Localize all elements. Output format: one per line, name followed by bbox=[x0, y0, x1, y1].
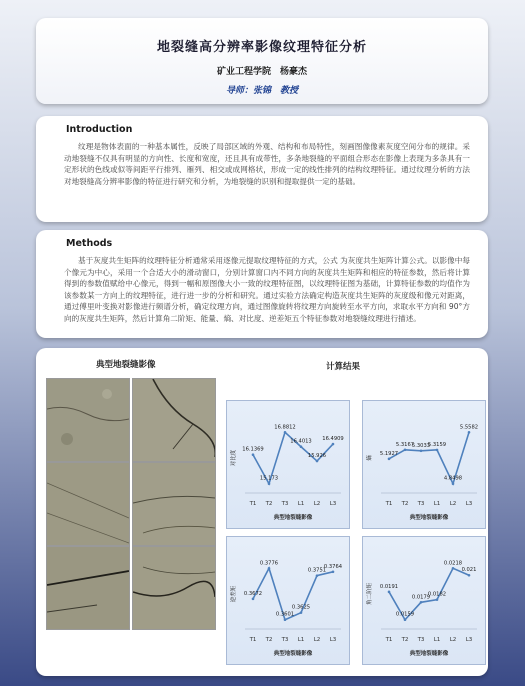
data-label: 16.4013 bbox=[290, 438, 312, 445]
y-axis-label: 对比度 bbox=[231, 449, 237, 467]
data-point bbox=[252, 598, 255, 601]
chart-angular-second-moment bbox=[362, 536, 486, 665]
data-label: 5.5582 bbox=[459, 424, 479, 431]
x-tick-label: T3 bbox=[417, 501, 425, 507]
data-label: 5.3033 bbox=[411, 442, 431, 449]
crack-image-l1 bbox=[132, 462, 216, 546]
data-point bbox=[388, 591, 391, 594]
data-label: 0.0182 bbox=[427, 591, 447, 598]
data-label: 0.0218 bbox=[443, 560, 463, 567]
charts-title: 计算结果 bbox=[326, 362, 361, 372]
x-tick-label: T1 bbox=[385, 637, 393, 643]
data-label: 0.3751 bbox=[307, 567, 327, 574]
data-label: 16.8812 bbox=[274, 424, 296, 431]
methods-panel bbox=[36, 230, 488, 338]
data-label: 0.3601 bbox=[275, 611, 295, 618]
y-axis-label: 熵 bbox=[367, 455, 373, 461]
data-label: 0.0191 bbox=[379, 583, 399, 590]
x-tick-label: L3 bbox=[465, 501, 473, 507]
crack-image-t1 bbox=[46, 378, 130, 462]
chart-inverse-difference-moment bbox=[226, 536, 350, 665]
x-tick-label: T2 bbox=[265, 637, 273, 643]
x-tick-label: L1 bbox=[433, 501, 441, 507]
x-tick-label: L2 bbox=[449, 501, 457, 507]
y-axis-label: 角二阶矩 bbox=[367, 582, 373, 606]
x-axis-label: 典型地裂缝影像 bbox=[273, 651, 313, 657]
x-tick-label: T2 bbox=[401, 637, 409, 643]
poster-title: 地裂缝高分辨率影像纹理特征分析 bbox=[156, 40, 367, 55]
data-label: 0.021 bbox=[461, 567, 477, 574]
x-tick-label: L1 bbox=[297, 501, 305, 507]
data-point bbox=[332, 570, 335, 573]
y-axis-label: 逆差矩 bbox=[231, 585, 237, 603]
advisor: 导师：张锦 教授 bbox=[225, 86, 298, 96]
x-tick-label: T1 bbox=[385, 501, 393, 507]
introduction-panel bbox=[36, 116, 488, 222]
x-tick-label: L1 bbox=[433, 637, 441, 643]
x-tick-label: T3 bbox=[281, 637, 289, 643]
chart-entropy bbox=[362, 400, 486, 529]
data-point bbox=[468, 431, 471, 434]
data-label: 0.0179 bbox=[411, 594, 431, 601]
data-point bbox=[468, 574, 471, 577]
x-tick-label: L3 bbox=[329, 637, 337, 643]
data-point bbox=[268, 482, 271, 485]
data-point bbox=[436, 598, 439, 601]
data-label: 0.3776 bbox=[259, 560, 279, 567]
data-label: 16.1369 bbox=[242, 446, 264, 453]
crack-image-t2 bbox=[132, 378, 216, 462]
data-point bbox=[420, 449, 423, 452]
x-tick-label: T2 bbox=[401, 501, 409, 507]
data-point bbox=[436, 449, 439, 452]
data-point bbox=[332, 443, 335, 446]
x-tick-label: L2 bbox=[313, 501, 321, 507]
x-tick-label: T1 bbox=[249, 637, 257, 643]
data-point bbox=[300, 445, 303, 448]
data-label: 5.3167 bbox=[395, 441, 415, 448]
x-tick-label: T2 bbox=[265, 501, 273, 507]
crack-image-l2 bbox=[46, 546, 130, 630]
data-point bbox=[252, 453, 255, 456]
data-label: 5.1927 bbox=[379, 450, 399, 457]
data-label: 0.3625 bbox=[291, 604, 311, 611]
introduction-heading: Introduction bbox=[66, 124, 133, 135]
x-tick-label: T3 bbox=[281, 501, 289, 507]
data-point bbox=[404, 449, 407, 452]
x-tick-label: T3 bbox=[417, 637, 425, 643]
data-label: 0.3672 bbox=[243, 590, 263, 597]
methods-body: 基于灰度共生矩阵的纹理特征分析通常采用逐像元提取纹理特征的方式，公式 为灰度共生矩阵计算公式。以影像中每个像元为中心，采用一个合适大小的滑动窗口，分别计算窗口内不同方向的灰度共生矩阵和相应的特征参数，然后将计算得到的参数值赋给中心像元，得到一幅和原图像大小一致的纹理特征图，以纹理特征图为基础，计算特征参数的均值作为该参数某一方向上的纹理特征，进行进一步的分析和研究。通过实验方法确定构造灰度共生矩阵的灰度级和像元对距离，通过傅里叶变换对影像进行频谱分析，确定纹理方向，通过图像旋转将纹理方向旋转至水平方向，求取水平方向和 90°方向的灰度共生矩阵，然后计算角二阶矩、能量、熵、对比度、逆差矩五个特征参数对地裂缝纹理进行描述。 bbox=[64, 256, 470, 323]
x-tick-label: T1 bbox=[249, 501, 257, 507]
poster-header bbox=[36, 18, 488, 104]
x-axis-label: 典型地裂缝影像 bbox=[409, 651, 449, 657]
x-axis-label: 典型地裂缝影像 bbox=[409, 515, 449, 521]
methods-heading: Methods bbox=[66, 238, 113, 249]
images-title: 典型地裂缝影像 bbox=[96, 360, 156, 370]
data-label: 5.3159 bbox=[427, 441, 447, 448]
data-point bbox=[284, 431, 287, 434]
crack-image-l3 bbox=[132, 546, 216, 630]
x-axis-label: 典型地裂缝影像 bbox=[273, 515, 313, 521]
data-point bbox=[420, 601, 423, 604]
data-point bbox=[404, 618, 407, 621]
results-panel bbox=[36, 348, 488, 676]
data-label: 4.8498 bbox=[443, 475, 463, 482]
data-point bbox=[316, 574, 319, 577]
introduction-body: 纹理是物体表面的一种基本属性，反映了局部区域的外观、结构和布局特性，刻画图像像素灰度空间分布的规律。采动地裂缝不仅具有明显的方向性、长度和宽度，还且具有成带性，多条地裂缝的平面组合形态在影像上表现为多条具有一定形状的色线或似等间距平行排列、雁列、相交或成网格状，形成一定的线性排列的结构纹理特征。通过纹理分析的方法对地裂缝高分辨率影像的特征进行研究和分析，为地裂缝的识别和提取提供一定的基础。 bbox=[64, 142, 470, 186]
data-point bbox=[452, 567, 455, 570]
x-tick-label: L2 bbox=[449, 637, 457, 643]
x-tick-label: L1 bbox=[297, 637, 305, 643]
data-point bbox=[300, 611, 303, 614]
x-tick-label: L3 bbox=[329, 501, 337, 507]
data-label: 16.4909 bbox=[322, 436, 344, 443]
data-point bbox=[284, 618, 287, 621]
data-label: 0.3764 bbox=[323, 563, 343, 570]
data-label: 15.173 bbox=[259, 475, 279, 482]
authors: 矿业工程学院 杨豪杰 bbox=[216, 67, 307, 77]
data-label: 15.926 bbox=[307, 453, 327, 460]
data-point bbox=[452, 482, 455, 485]
data-label: 0.0159 bbox=[395, 611, 415, 618]
chart-contrast bbox=[226, 400, 350, 529]
x-tick-label: L3 bbox=[465, 637, 473, 643]
x-tick-label: L2 bbox=[313, 637, 321, 643]
crack-image-t3 bbox=[46, 462, 130, 546]
data-point bbox=[388, 458, 391, 461]
data-point bbox=[268, 567, 271, 570]
data-point bbox=[316, 460, 319, 463]
